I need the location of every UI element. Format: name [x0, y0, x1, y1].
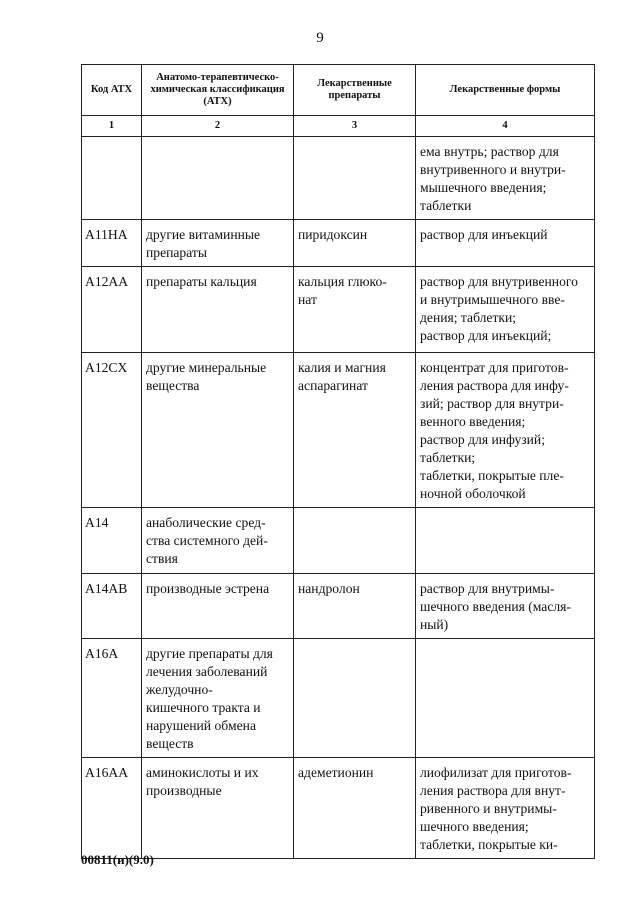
classification-cell — [142, 758, 294, 859]
forms-text: концентрат для приготов- ления раствора для инфу- зий; раствор для внутри- венного введения; раствор для инфузий; таблетки; таблетки, покрытые пле- ночной оболочкой — [420, 360, 569, 501]
code-cell — [82, 220, 142, 267]
drug-cell — [294, 267, 416, 353]
classification-cell — [142, 267, 294, 353]
drug-cell — [294, 758, 416, 859]
forms-cell — [416, 220, 595, 267]
code-text: A14 — [85, 515, 109, 530]
column-number: 2 — [142, 116, 294, 137]
code-cell — [82, 267, 142, 353]
code-text: A16AA — [85, 765, 129, 780]
drug-cell — [294, 639, 416, 758]
header-row — [82, 65, 595, 116]
classification-cell — [142, 353, 294, 508]
drug-text — [294, 137, 415, 147]
classification-text — [142, 137, 293, 147]
table-row — [82, 137, 595, 220]
code-text: A11HA — [85, 227, 128, 242]
document-code-footer: 00811(и)(9.0) — [81, 852, 154, 867]
header-code: Код АТХ — [82, 65, 142, 116]
forms-cell — [416, 508, 595, 574]
code-cell — [82, 574, 142, 639]
column-number: 3 — [294, 116, 416, 137]
code-text: A12CX — [85, 360, 128, 375]
table-row — [82, 353, 595, 508]
drug-text — [294, 639, 415, 649]
table-row — [82, 508, 595, 574]
forms-text — [416, 639, 594, 649]
classification-cell — [142, 574, 294, 639]
forms-text: раствор для внутримы- шечного введения (масля- ный) — [420, 581, 571, 632]
drug-text: кальция глюко- нат — [298, 274, 387, 307]
forms-cell — [416, 267, 595, 353]
code-cell — [82, 639, 142, 758]
drug-text: калия и магния аспарагинат — [298, 360, 386, 393]
column-number: 1 — [82, 116, 142, 137]
drug-text — [294, 508, 415, 518]
drug-cell — [294, 137, 416, 220]
classification-cell — [142, 137, 294, 220]
header-classification: Анатомо-терапевтическо-химическая классификация (АТХ) — [142, 65, 294, 116]
code-cell — [82, 508, 142, 574]
column-number-row — [82, 116, 595, 137]
code-text: A12AA — [85, 274, 129, 289]
forms-cell — [416, 137, 595, 220]
classification-text: другие препараты для лечения заболеваний желудочно- кишечного тракта и нарушений обмена веществ — [146, 646, 273, 751]
classification-cell — [142, 220, 294, 267]
code-cell — [82, 353, 142, 508]
classification-cell — [142, 639, 294, 758]
table-row — [82, 758, 595, 859]
drug-cell — [294, 508, 416, 574]
code-text — [82, 137, 141, 147]
drug-text: пиридоксин — [298, 227, 368, 242]
drug-cell — [294, 220, 416, 267]
table-row — [82, 574, 595, 639]
atx-table — [81, 64, 595, 859]
classification-text: анаболические сред- ства системного дей- ствия — [146, 515, 268, 566]
code-cell — [82, 758, 142, 859]
drug-text: адеметионин — [298, 765, 374, 780]
forms-text: лиофилизат для приготов- ления раствора для внут- ривенного и внутримы- шечного введения; таблетки, покрытые ки- — [420, 765, 572, 852]
forms-cell — [416, 639, 595, 758]
classification-text: аминокислоты и их производные — [146, 765, 259, 798]
code-text: A16A — [85, 646, 119, 661]
page-number: 9 — [316, 30, 324, 46]
drug-cell — [294, 353, 416, 508]
header-forms: Лекарственные формы — [416, 65, 595, 116]
forms-text: раствор для инъекций — [420, 227, 548, 242]
forms-cell — [416, 758, 595, 859]
classification-cell — [142, 508, 294, 574]
classification-text: производные эстрена — [146, 581, 270, 596]
drug-cell — [294, 574, 416, 639]
header-drugs: Лекарственные препараты — [294, 65, 416, 116]
forms-cell — [416, 574, 595, 639]
forms-text: раствор для внутривенного и внутримышечного вве- дения; таблетки; раствор для инъекций; — [420, 274, 578, 343]
drug-text: нандролон — [298, 581, 360, 596]
forms-text — [416, 508, 594, 518]
code-text: A14AB — [85, 581, 128, 596]
classification-text: другие витаминные препараты — [146, 227, 261, 260]
table-row — [82, 220, 595, 267]
column-number: 4 — [416, 116, 595, 137]
classification-text: препараты кальция — [146, 274, 257, 289]
table-row — [82, 267, 595, 353]
classification-text: другие минеральные вещества — [146, 360, 267, 393]
table-row — [82, 639, 595, 758]
code-cell — [82, 137, 142, 220]
forms-text: ема внутрь; раствор для внутривенного и внутри- мышечного введения; таблетки — [420, 144, 566, 213]
forms-cell — [416, 353, 595, 508]
